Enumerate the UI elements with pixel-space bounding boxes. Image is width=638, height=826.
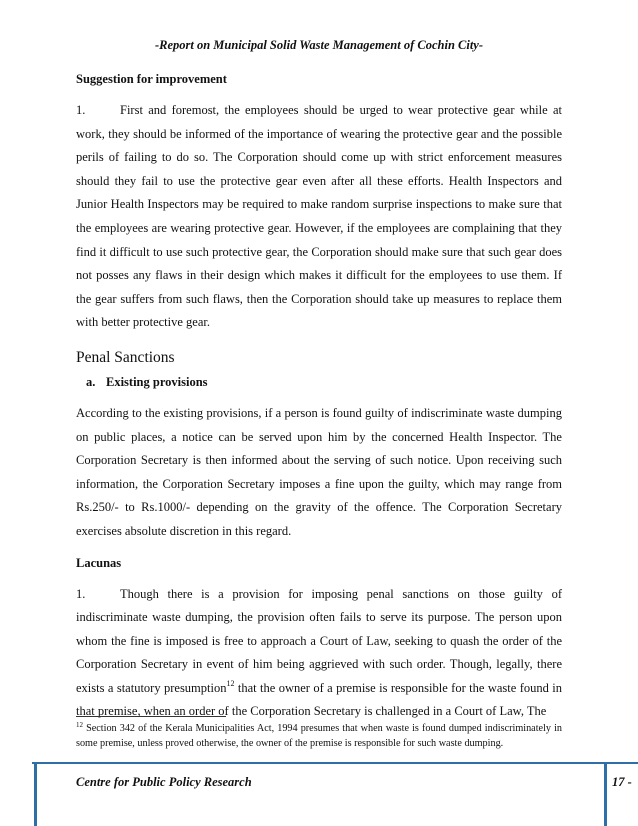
footer-divider — [32, 762, 638, 764]
page-number: 17 - — [612, 775, 632, 789]
lacunas-number: 1. — [76, 586, 86, 601]
footer-left-bar — [34, 764, 37, 826]
lacunas-text-part2: that the owner of a premise is responsible for the waste found in that premise, when an order of the Corporation Secretary is challenged in a Court of Law, The — [76, 680, 562, 719]
running-header: -Report on Municipal Solid Waste Management of Cochin City- — [154, 38, 484, 52]
footer-organization: Centre for Public Policy Research — [76, 775, 252, 789]
existing-provisions-title: Existing provisions — [106, 374, 208, 389]
existing-provisions-heading — [86, 375, 562, 390]
existing-provisions-label: a. — [86, 374, 96, 389]
penal-sanctions-title: Penal Sanctions — [76, 348, 175, 366]
footnote-number: 12 — [76, 721, 83, 729]
footer-right-bar — [604, 764, 607, 826]
suggestion-text: First and foremost, the employees should be urged to wear protective gear while at work, they should be informed of the importance of wearing the protective gear and the possible perils of failing to do so. The Corporation should come up with strict enforcement measures should they fail to use the protective gear even after all these efforts. Health Inspectors and Junior Health Inspectors may be required to make random surprise inspections to make sure that the employees are wearing protective gear. However, if the employees are complaining that they find it difficult to use such protective gear, the Corporation should make sure that such gear does not posses any flaws in their design which makes it difficult for the employees to use them. If the gear suffers from such flaws, then the Corporation should take up measures to replace them with better protective gear. — [76, 103, 562, 330]
suggestion-number: 1. — [76, 103, 86, 117]
lacunas-text-part1: Though there is a provision for imposing penal sanctions on those guilty of indiscriminate waste dumping, the provision often fails to serve its purpose. The person upon whom the fine is imposed is free to approach a Court of Law, seeking to quash the order of the Corporation Secretary in event of him being aggrieved with such order. Though, legally, there exists a statutory presumption — [76, 586, 562, 695]
page-content — [76, 72, 562, 724]
suggestion-heading: Suggestion for improvement — [76, 72, 227, 86]
footnote-text: Section 342 of the Kerala Municipalities Act, 1994 presumes that when waste is found dumped indiscriminately in some premise, unless proved otherwise, the owner of the premise is responsible for such waste dumping. — [76, 723, 562, 749]
footnote — [76, 722, 562, 751]
footnote-separator — [76, 716, 226, 717]
footnote-reference[interactable]: 12 — [226, 678, 235, 688]
lacunas-heading: Lacunas — [76, 555, 122, 570]
suggestion-paragraph — [76, 99, 562, 335]
lacunas-paragraph — [76, 583, 562, 725]
existing-provisions-paragraph: According to the existing provisions, if a person is found guilty of indiscriminate waste dumping on public places, a notice can be served upon him by the concerned Health Inspector. The Corporation Secretary is then informed about the serving of such notice. Upon receiving such information, the Corporation Secretary imposes a fine upon the guilty, which may range from Rs.250/- to Rs.1000/- depending on the gravity of the offence. The Corporation Secretary exercises absolute discretion in this regard. — [76, 405, 562, 538]
